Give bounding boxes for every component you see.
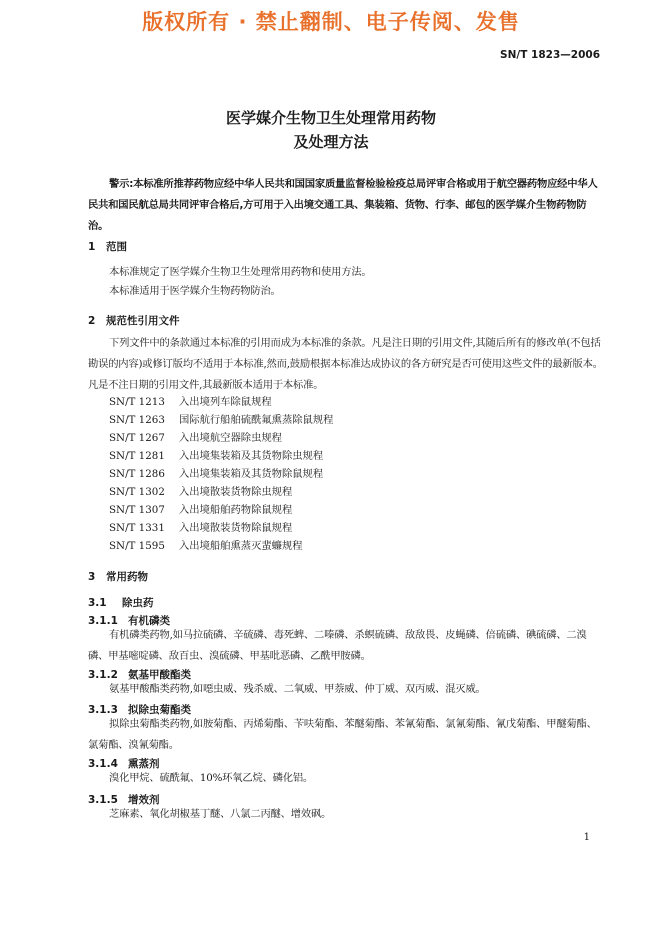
reference-code: SN/T 1331 (109, 522, 165, 534)
section-3-1-4-text: 溴化甲烷、硫酰氟、10%环氧乙烷、磷化铝。 (109, 772, 314, 784)
reference-code: SN/T 1267 (109, 432, 165, 444)
document-title (0, 106, 662, 154)
title-line-2: 及处理方法 (293, 133, 369, 151)
reference-item (109, 483, 333, 501)
reference-item (109, 393, 333, 411)
reference-item (109, 411, 333, 429)
reference-item (109, 447, 333, 465)
section-3-1-5-text: 芝麻素、氧化胡椒基丁醚、八氯二丙醚、增效砜。 (109, 808, 332, 820)
reference-list (109, 393, 333, 555)
section-1-paragraph-1: 本标准规定了医学媒介生物卫生处理常用药物和使用方法。 (109, 266, 372, 278)
section-title: 熏蒸剂 (128, 758, 160, 770)
reference-item (109, 519, 333, 537)
section-number: 3.1.1 (88, 615, 118, 627)
section-3-1-1-text: 有机磷类药物,如马拉硫磷、辛硫磷、毒死蜱、二嗪磷、杀螟硫磷、敌敌畏、皮蝇磷、倍硫磷、碘硫磷、二溴磷、甲基嘧啶磷、敌百虫、溴硫磷、甲基吡恶磷、乙酰甲胺磷。 (88, 629, 587, 662)
reference-title: 入出境散装货物除鼠规程 (179, 522, 293, 534)
section-title: 增效剂 (128, 794, 160, 806)
reference-item (109, 501, 333, 519)
warning-notice: 警示:本标准所推荐药物应经中华人民共和国国家质量监督检验检疫总局评审合格或用于航空器药物应经中华人民共和国民航总局共同评审合格后,方可用于入出境交通工具、集装箱、货物、行李、邮包的医学媒介生物药物防治。 (88, 178, 598, 232)
section-3-1-heading (88, 595, 154, 610)
title-line-1: 医学媒介生物卫生处理常用药物 (225, 109, 436, 127)
reference-title: 入出境散装货物除虫规程 (179, 486, 293, 498)
section-number: 1 (88, 241, 96, 253)
section-3-heading (88, 569, 148, 584)
reference-code: SN/T 1213 (109, 396, 165, 408)
reference-item (109, 537, 333, 555)
section-2-heading (88, 313, 180, 328)
section-3-1-2-text: 氨基甲酸酯类药物,如噁虫威、残杀威、二氧威、甲萘威、仲丁威、双丙威、混灭威。 (109, 683, 486, 695)
section-number: 3.1 (88, 597, 107, 609)
section-number: 3 (88, 571, 96, 583)
page-number: 1 (583, 832, 590, 843)
reference-item (109, 429, 333, 447)
reference-title: 入出境集装箱及其货物除虫规程 (179, 450, 324, 462)
section-title: 规范性引用文件 (106, 315, 180, 327)
section-number: 3.1.4 (88, 758, 118, 770)
reference-code: SN/T 1263 (109, 414, 165, 426)
section-title: 除虫药 (122, 597, 154, 609)
reference-title: 入出境航空器除虫规程 (179, 432, 282, 444)
section-3-1-3-text: 拟除虫菊酯类药物,如胺菊酯、丙烯菊酯、苄呋菊酯、苯醚菊酯、苯氰菊酯、氯氰菊酯、氰戊菊酯、甲醚菊酯、氯菊酯、溴氰菊酯。 (88, 718, 597, 751)
reference-title: 入出境船舶熏蒸灭蜚蠊规程 (179, 540, 303, 552)
copyright-watermark: 版权所有 · 禁止翻制、电子传阅、发售 (142, 10, 520, 34)
reference-code: SN/T 1286 (109, 468, 165, 480)
section-number: 3.1.5 (88, 794, 118, 806)
section-number: 3.1.2 (88, 669, 118, 681)
reference-code: SN/T 1281 (109, 450, 165, 462)
section-1-heading (88, 239, 127, 254)
standard-code: SN/T 1823—2006 (500, 49, 600, 61)
reference-code: SN/T 1307 (109, 504, 165, 516)
reference-code: SN/T 1302 (109, 486, 165, 498)
section-title: 有机磷类 (128, 615, 170, 627)
reference-title: 入出境列车除鼠规程 (179, 396, 272, 408)
section-number: 2 (88, 315, 96, 327)
reference-code: SN/T 1595 (109, 540, 165, 552)
reference-item (109, 465, 333, 483)
section-2-intro: 下列文件中的条款通过本标准的引用而成为本标准的条款。凡是注日期的引用文件,其随后所有的修改单(不包括勘误的内容)或修订版均不适用于本标准,然而,鼓励根据本标准达成协议的各方研究是否可使用这些文件的最新版本。凡是不注日期的引用文件,其最新版本适用于本标准。 (88, 337, 603, 391)
reference-title: 入出境集装箱及其货物除鼠规程 (179, 468, 324, 480)
section-title: 常用药物 (106, 571, 148, 583)
reference-title: 入出境船舶药物除鼠规程 (179, 504, 293, 516)
section-title: 氨基甲酸酯类 (128, 669, 191, 681)
section-1-paragraph-2: 本标准适用于医学媒介生物药物防治。 (109, 285, 281, 297)
section-title: 拟除虫菊酯类 (128, 704, 191, 716)
reference-title: 国际航行船舶硫酰氟熏蒸除鼠规程 (179, 414, 334, 426)
section-number: 3.1.3 (88, 704, 118, 716)
section-title: 范围 (106, 241, 127, 253)
